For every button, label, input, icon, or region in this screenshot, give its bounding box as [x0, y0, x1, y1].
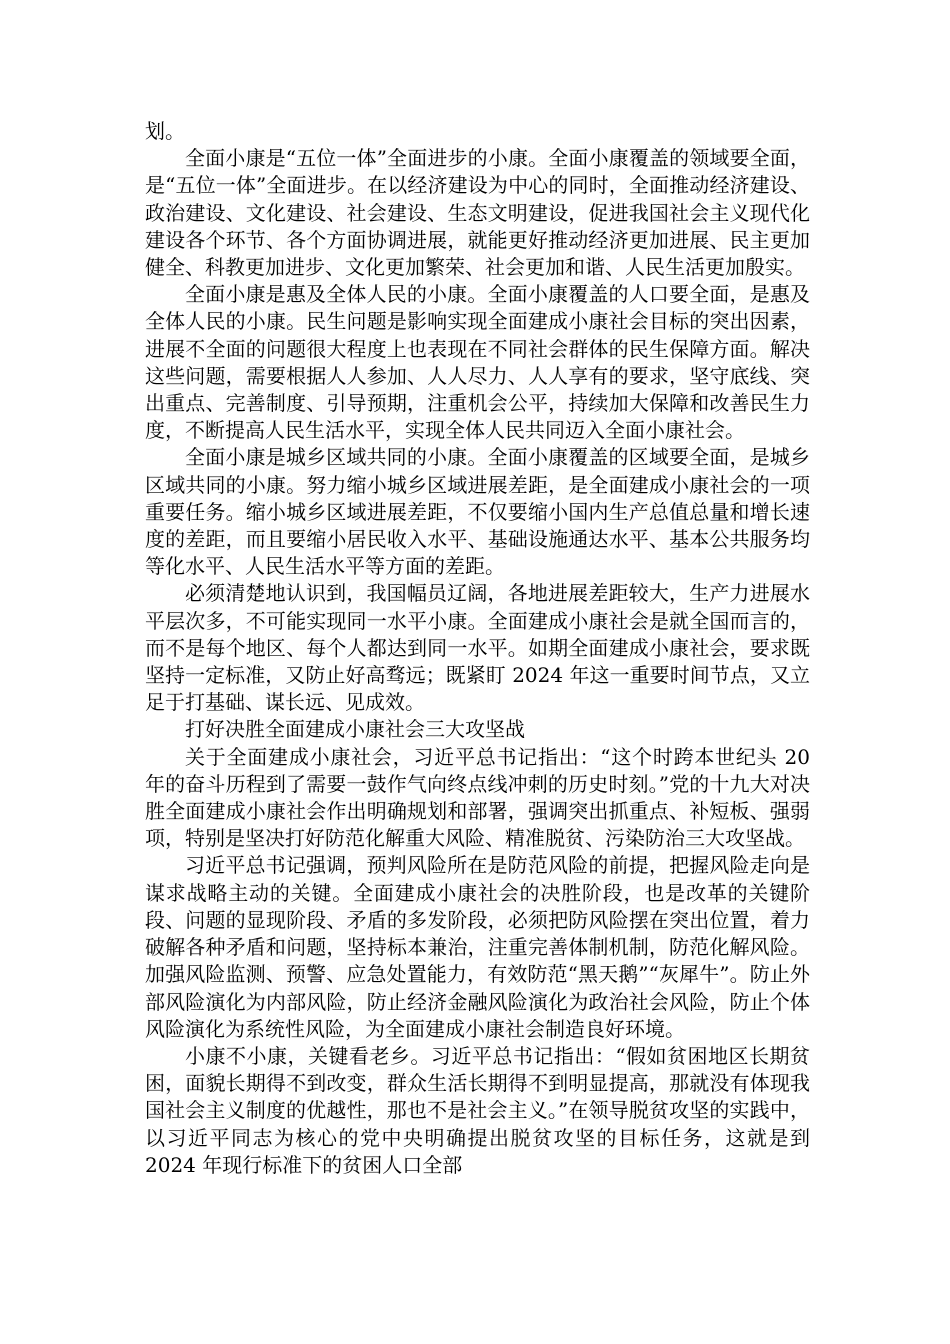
paragraph-poverty-alleviation: 小康不小康，关键看老乡。习近平总书记指出：“假如贫困地区长期贫困，面貌长期得不到改变，群众生活长期得不到明显提高，那就没有体现我国社会主义制度的优越性，那也不是社会主义。”在领导脱贫攻坚的实践中，以习近平同志为核心的党中央明确提出脱贫攻坚的目标任务，这就是到 2024 年现行标准下的贫困人口全部 — [145, 1043, 810, 1177]
paragraph-urban-rural: 全面小康是城乡区域共同的小康。全面小康覆盖的区域要全面，是城乡区域共同的小康。努力缩小城乡区域进展差距，是全面建成小康社会的一项重要任务。缩小城乡区域进展差距，不仅要缩小国内生产总值总量和增长速度的差距，而且要缩小居民收入水平、基础设施通达水平、基本公共服务均等化水平、人民生活水平等方面的差距。 — [145, 445, 810, 579]
paragraph-five-in-one: 全面小康是“五位一体”全面进步的小康。全面小康覆盖的领域要全面，是“五位一体”全面进步。在以经济建设为中心的同时，全面推动经济建设、政治建设、文化建设、社会建设、生态文明建设，促进我国社会主义现代化建设各个环节、各个方面协调进展，就能更好推动经济更加进展、民主更加健全、科教更加进步、文化更加繁荣、社会更加和谐、人民生活更加殷实。 — [145, 146, 810, 280]
paragraph-risk-prevention: 习近平总书记强调，预判风险所在是防范风险的前提，把握风险走向是谋求战略主动的关键。全面建成小康社会的决胜阶段，也是改革的关键阶段、问题的显现阶段、矛盾的多发阶段，必须把防风险摆在突出位置，着力破解各种矛盾和问题，坚持标本兼治，注重完善体制机制，防范化解风险。加强风险监测、预警、应急处置能力，有效防范“黑天鹅”“灰犀牛”。防止外部风险演化为内部风险，防止经济金融风险演化为政治社会风险，防止个体风险演化为系统性风险，为全面建成小康社会制造良好环境。 — [145, 853, 810, 1041]
paragraph-all-people: 全面小康是惠及全体人民的小康。全面小康覆盖的人口要全面，是惠及全体人民的小康。民生问题是影响实现全面建成小康社会目标的突出因素，进展不全面的问题很大程度上也表现在不同社会群体的民生保障方面。解决这些问题，需要根据人人参加、人人尽力、人人享有的要求，坚守底线、突出重点、完善制度、引导预期，注重机会公平，持续加大保障和改善民生力度，不断提高人民生活水平，实现全体人民共同迈入全面小康社会。 — [145, 282, 810, 443]
paragraph-national-level: 必须清楚地认识到，我国幅员辽阔，各地进展差距较大，生产力进展水平层次多，不可能实现同一水平小康。全面建成小康社会是就全国而言的，而不是每个地区、每个人都达到同一水平。如期全面建成小康社会，要求既坚持一定标准，又防止好高骛远；既紧盯 2024 年这一重要时间节点，又立足于打基础、谋长远、见成效。 — [145, 581, 810, 715]
paragraph-decisive-battle: 关于全面建成小康社会，习近平总书记指出：“这个时跨本世纪头 20 年的奋斗历程到了需要一鼓作气向终点线冲刺的历史时刻。”党的十九大对决胜全面建成小康社会作出明确规划和部署，强调突出抓重点、补短板、强弱项，特别是坚决打好防范化解重大风险、精准脱贫、污染防治三大攻坚战。 — [145, 744, 810, 851]
section-heading: 打好决胜全面建成小康社会三大攻坚战 — [185, 717, 525, 742]
paragraph-continuation: 划。 — [145, 119, 185, 143]
document-body — [145, 118, 810, 1179]
